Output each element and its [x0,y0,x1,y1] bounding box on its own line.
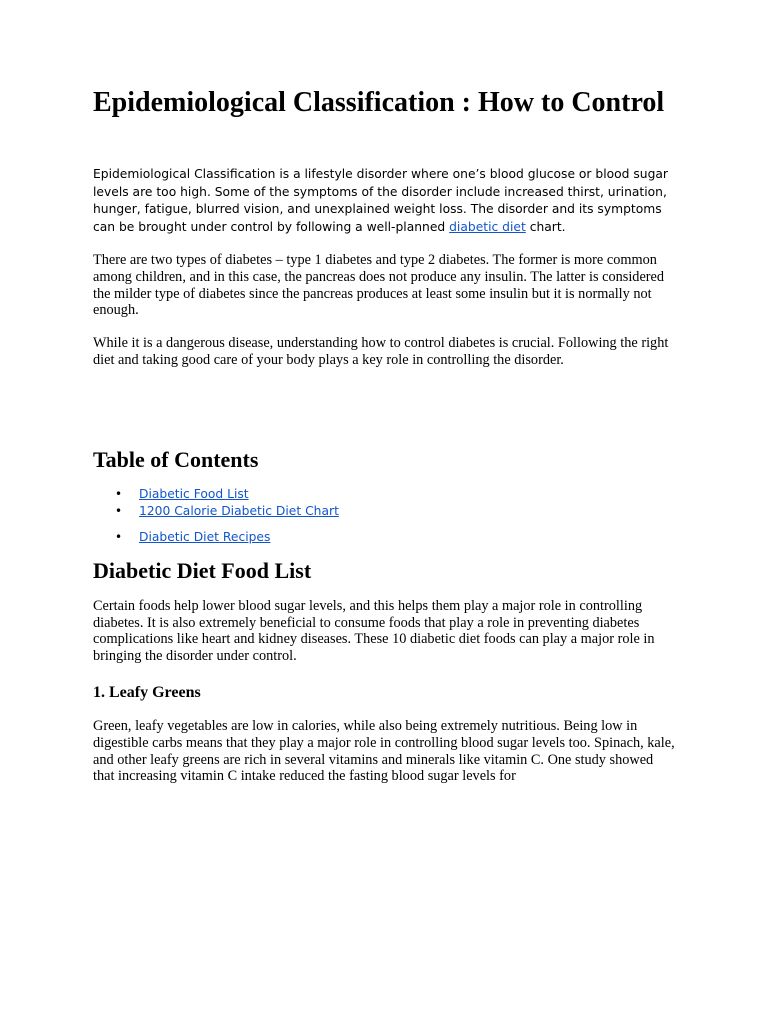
control-paragraph: While it is a dangerous disease, understanding how to control diabetes is crucial. Following the right diet and taking good care of your body plays a key role in controlling the disorder. [93,335,669,368]
document-body [93,86,678,785]
intro-paragraph [93,166,678,236]
bullet-icon: • [115,486,123,501]
toc-item [93,503,678,520]
page-title: Epidemiological Classification : How to Control [93,87,665,118]
leafy-greens-heading: 1. Leafy Greens [93,683,201,701]
table-of-contents [93,486,678,546]
bullet-icon: • [115,503,123,518]
toc-link-food-list[interactable]: Diabetic Food List [139,486,249,501]
toc-item [93,486,678,503]
food-list-heading: Diabetic Diet Food List [93,557,312,583]
diabetic-diet-link[interactable]: diabetic diet [449,219,526,234]
toc-heading: Table of Contents [93,446,259,472]
leafy-greens-paragraph: Green, leafy vegetables are low in calories, while also being extremely nutritious. Being low in digestible carbs means that they play a major role in controlling blood sugar levels too. Spinach, kale, and other leafy greens are rich in several vitamins and minerals like vitamin C. One study showed that increasing vitamin C intake reduced the fasting blood sugar levels for [93,717,675,785]
intro-text-after-link: chart. [525,219,566,234]
toc-link-diet-recipes[interactable]: Diabetic Diet Recipes [139,529,271,544]
diabetes-types-paragraph: There are two types of diabetes – type 1 diabetes and type 2 diabetes. The former is more common among children, and in this case, the pancreas does not produce any insulin. The latter is considered the milder type of diabetes since the pancreas produces at least some insulin but it is normally not enough. [93,252,665,319]
food-list-paragraph: Certain foods help lower blood sugar levels, and this helps them play a major role in controlling diabetes. It is also extremely beneficial to consume foods that play a role in preventing diabetes complications like heart and kidney diseases. These 10 diabetic diet foods can play a major role in bringing the disorder under control. [93,597,655,665]
intro-text-before-link: Epidemiological Classification is a lifestyle disorder where one’s blood glucose or blood sugar levels are too high. Some of the symptoms of the disorder include increased thirst, urination, hunger, fatigue, blurred vision, and unexplained weight loss. The disorder and its symptoms can be brought under control by following a well-planned [93,167,668,234]
toc-link-1200-calorie-chart[interactable]: 1200 Calorie Diabetic Diet Chart [139,503,339,518]
bullet-icon: • [115,529,123,544]
toc-item [93,529,678,546]
